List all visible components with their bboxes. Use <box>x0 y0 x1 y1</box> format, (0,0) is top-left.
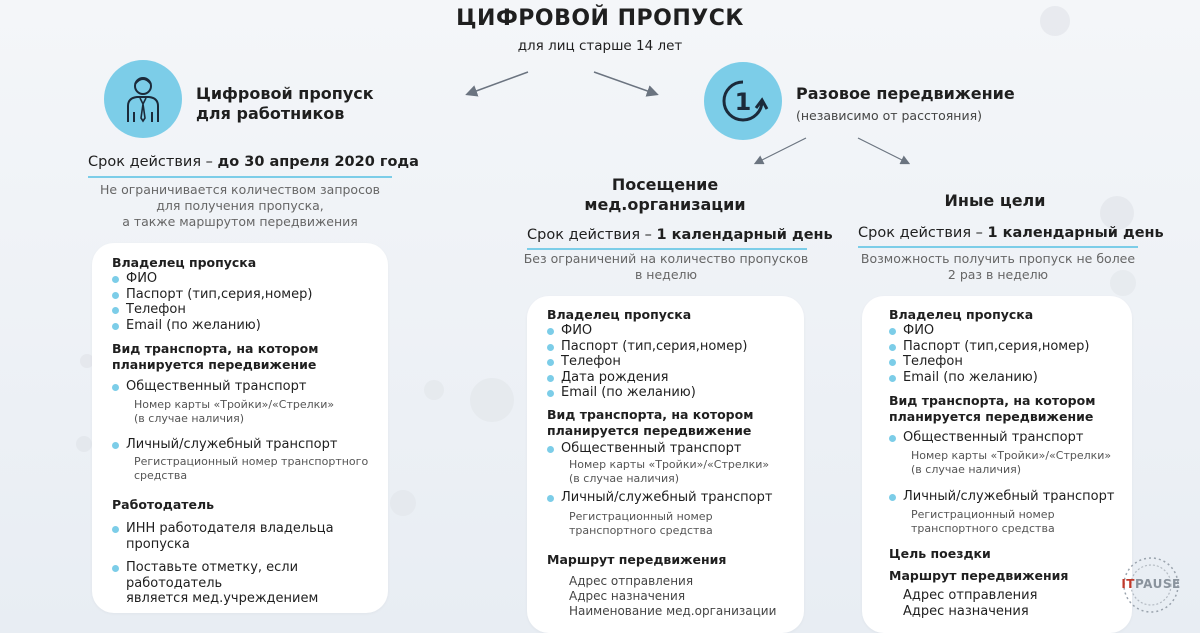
public-transport-note: Номер карты «Тройки»/«Стрелки» (в случае наличия) <box>911 448 1112 476</box>
list-item: Email (по желанию) <box>889 370 1120 386</box>
owner-section-title: Владелец пропуска <box>889 307 1034 322</box>
route-item: Адрес отправления <box>569 573 694 588</box>
transport-section-title: Вид транспорта, на котором планируется передвижение <box>889 393 1096 424</box>
arrow-other <box>858 138 908 163</box>
route-item: Адрес отправления <box>903 588 1038 603</box>
arrow-right <box>594 72 656 94</box>
route-item: Адрес назначения <box>903 603 1029 619</box>
employer-section-title: Работодатель <box>112 497 215 512</box>
other-validity-underline <box>858 246 1138 248</box>
medical-description: Без ограничений на количество пропусков в неделю <box>523 251 809 282</box>
list-item: Email (по желанию) <box>112 318 376 334</box>
single-trip-note: (независимо от расстояния) <box>796 108 982 123</box>
private-transport-note: Регистрационный номер транспортного средства <box>134 455 369 482</box>
public-transport-note: Номер карты «Тройки»/«Стрелки» (в случае наличия) <box>569 458 770 485</box>
owner-section-title: Владелец пропуска <box>547 307 692 322</box>
workers-title: Цифровой пропуск для работников <box>196 84 374 123</box>
workers-validity: Срок действия – до 30 апреля 2020 года <box>88 154 419 170</box>
list-item: Личный/служебный транспорт <box>112 437 376 453</box>
other-description: Возможность получить пропуск не более 2 раз в неделю <box>860 251 1136 282</box>
route-item: Адрес назначения <box>569 588 686 603</box>
list-item: Паспорт (тип,серия,номер) <box>112 287 376 303</box>
medical-validity-underline <box>527 248 807 250</box>
arrow-left <box>468 72 528 94</box>
list-item: Дата рождения <box>547 370 792 386</box>
transport-section-title: Вид транспорта, на котором планируется передвижение <box>547 406 754 438</box>
list-item: Общественный транспорт <box>112 379 376 395</box>
medical-title: Посещение мед.организации <box>584 175 746 214</box>
one-time-icon <box>704 62 782 140</box>
private-transport-note: Регистрационный номер транспортного средства <box>911 508 1055 535</box>
route-item: Наименование мед.организации <box>569 603 777 618</box>
arrow-medical <box>756 138 806 163</box>
private-transport-note: Регистрационный номер транспортного средства <box>569 509 713 537</box>
list-item: ИНН работодателя владельца пропуска <box>112 521 376 552</box>
single-trip-title: Разовое передвижение <box>796 84 1015 103</box>
list-item: Паспорт (тип,серия,номер) <box>547 339 792 355</box>
one-time-digit: 1 <box>734 88 752 116</box>
list-item: Email (по желанию) <box>547 385 792 401</box>
list-item: Телефон <box>547 354 792 370</box>
list-item: Личный/служебный транспорт <box>889 489 1120 505</box>
medical-card <box>527 296 804 633</box>
route-section-title: Маршрут передвижения <box>889 568 1069 583</box>
public-transport-note: Номер карты «Тройки»/«Стрелки» (в случае наличия) <box>134 397 335 425</box>
list-item: Общественный транспорт <box>547 441 792 457</box>
owner-section-title: Владелец пропуска <box>112 255 257 270</box>
itpause-text: ITPAUSE <box>1121 577 1181 591</box>
other-card <box>862 296 1132 633</box>
list-item: Паспорт (тип,серия,номер) <box>889 339 1120 355</box>
single-trip-icon-circle <box>704 62 782 140</box>
list-item: Телефон <box>112 302 376 318</box>
workers-description: Не ограничивается количеством запросов для получения пропуска, а также маршрутом передвижения <box>100 182 380 229</box>
list-item: Общественный транспорт <box>889 430 1120 446</box>
worker-icon-circle <box>104 60 182 138</box>
workers-validity-underline <box>88 176 392 178</box>
worker-icon <box>104 60 182 138</box>
other-validity: Срок действия – 1 календарный день <box>858 225 1164 241</box>
transport-section-title: Вид транспорта, на котором планируется передвижение <box>112 341 319 372</box>
list-item: Поставьте отметку, если работодатель является мед.учреждением <box>112 560 376 607</box>
page-subtitle: для лиц старше 14 лет <box>517 38 683 54</box>
list-item: ФИО <box>889 323 1120 339</box>
workers-card <box>92 243 388 613</box>
list-item: Телефон <box>889 354 1120 370</box>
medical-validity: Срок действия – 1 календарный день <box>527 227 833 243</box>
list-item: Личный/служебный транспорт <box>547 490 792 506</box>
itpause-watermark <box>1118 555 1184 615</box>
route-section-title: Маршрут передвижения <box>547 551 727 567</box>
list-item: ФИО <box>112 271 376 287</box>
list-item: ФИО <box>547 323 792 339</box>
purpose-section-title: Цель поездки <box>889 546 991 561</box>
other-title: Иные цели <box>944 191 1046 210</box>
page-title: ЦИФРОВОЙ ПРОПУСК <box>456 6 744 31</box>
